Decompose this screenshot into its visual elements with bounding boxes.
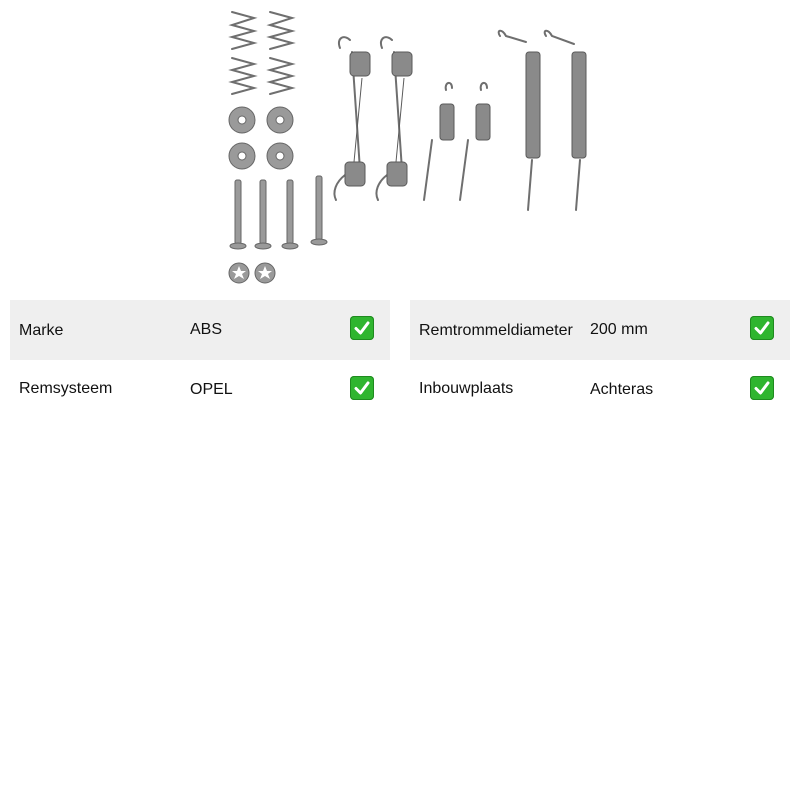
spec-value-brake-system: OPEL: [190, 381, 233, 398]
star-clips: [229, 263, 275, 283]
product-image: [220, 0, 600, 290]
check-icon: [750, 316, 774, 340]
spec-value-brand: ABS: [190, 321, 223, 338]
spec-row-mounting-position: [410, 360, 790, 420]
check-icon: [350, 316, 374, 340]
spec-row-drum-diameter: [410, 300, 790, 360]
spec-row-brake-system: [10, 360, 390, 420]
spec-table-left: [10, 300, 390, 420]
hold-down-pins: [230, 176, 327, 249]
spec-value-drum-diameter: 200 mm: [590, 321, 648, 338]
spec-value-mounting-position: Achteras: [590, 381, 654, 398]
small-spring-1: [424, 83, 452, 200]
check-icon: [750, 376, 774, 400]
spec-row-brand: [10, 300, 390, 360]
spec-label-mounting-position: Inbouwplaats: [419, 380, 514, 397]
retaining-spring-right: [270, 12, 292, 94]
cup-washers: [229, 107, 293, 169]
check-icon: [350, 376, 374, 400]
retaining-spring-left: [232, 12, 254, 94]
spec-label-brand: Marke: [19, 322, 64, 339]
spec-label-brake-system: Remsysteem: [19, 380, 113, 397]
spec-label-drum-diameter: Remtrommeldiameter: [419, 322, 573, 339]
small-spring-2: [460, 83, 487, 200]
spec-table-right: [410, 300, 790, 420]
